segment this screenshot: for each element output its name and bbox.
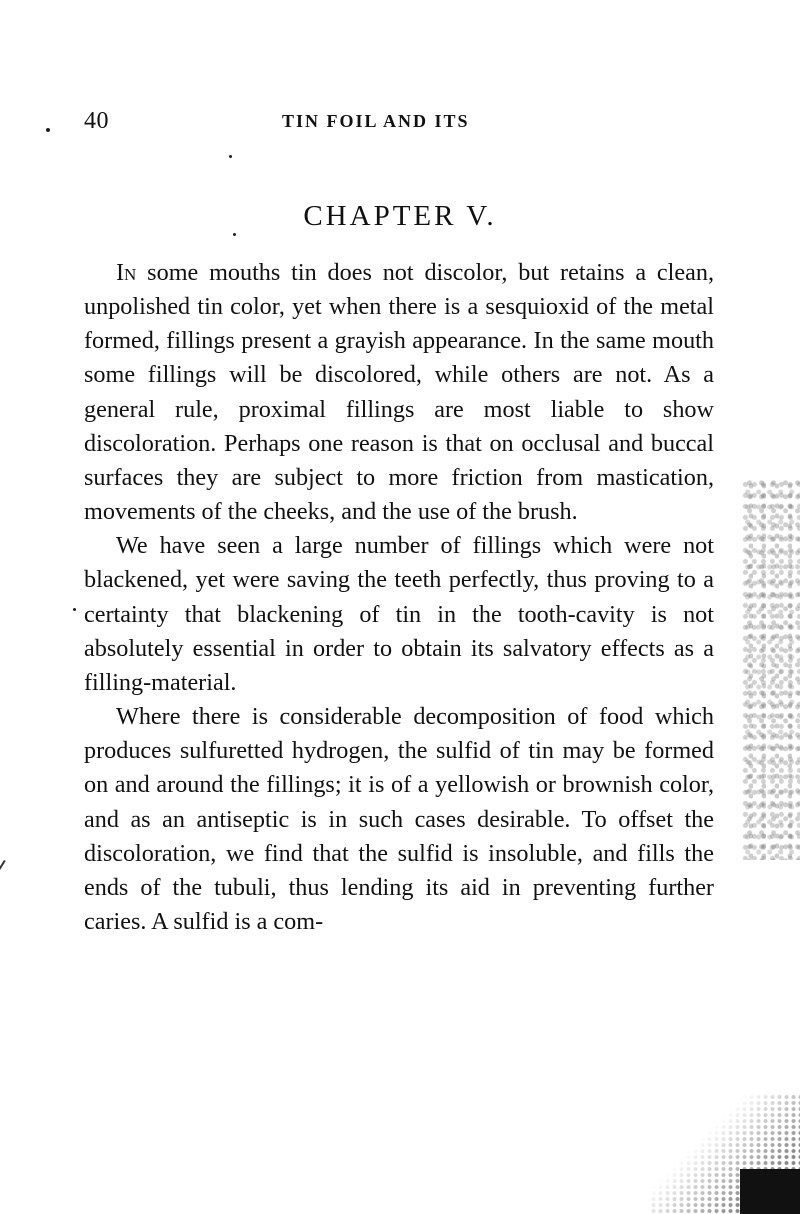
running-head	[84, 108, 716, 138]
paragraph-1-text: some mouths tin does not discolor, but retains a clean, unpolished tin color, yet when there is a sesquioxid of the metal formed, fillings present a grayish appearance. In the same mouth some fillings will be discolored, while others are not. As a general rule, proximal fillings are most liable to show discoloration. Perhaps one reason is that on occlusal and buccal surfaces they are subject to more friction from mastication, movements of the cheeks, and the use of the brush.	[84, 259, 714, 526]
scan-speck	[46, 128, 50, 132]
scan-stain-right	[740, 480, 800, 860]
margin-stroke	[0, 860, 6, 920]
chapter-title: CHAPTER V.	[303, 200, 497, 232]
scan-corner-block	[740, 1169, 800, 1214]
scan-speck	[73, 608, 76, 611]
running-title: TIN FOIL AND ITS	[282, 111, 470, 131]
paragraph-3: Where there is considerable decomposition of food which produces sulfuretted hydrogen, the sulfid of tin may be formed on and around the fillings; it is of a yellowish or brownish color, and as an antiseptic is in such cases desirable. To offset the discoloration, we find that the sulfid is insoluble, and fills the ends of the tubuli, thus lending its aid in preventing further caries. A sulfid is a com-	[84, 703, 714, 935]
body-text	[84, 256, 714, 939]
paragraph-2: We have seen a large number of fillings which were not blackened, yet were saving the teeth perfectly, thus proving to a certainty that blackening of tin in the tooth-cavity is not absolutely essential in order to obtain its salvatory effects as a filling-material.	[84, 532, 714, 696]
scan-speck	[229, 155, 232, 158]
paragraph-1	[84, 256, 714, 529]
page-number: 40	[84, 108, 109, 134]
paragraph-1-dropcap: In	[116, 259, 137, 286]
scan-speck	[233, 233, 236, 236]
